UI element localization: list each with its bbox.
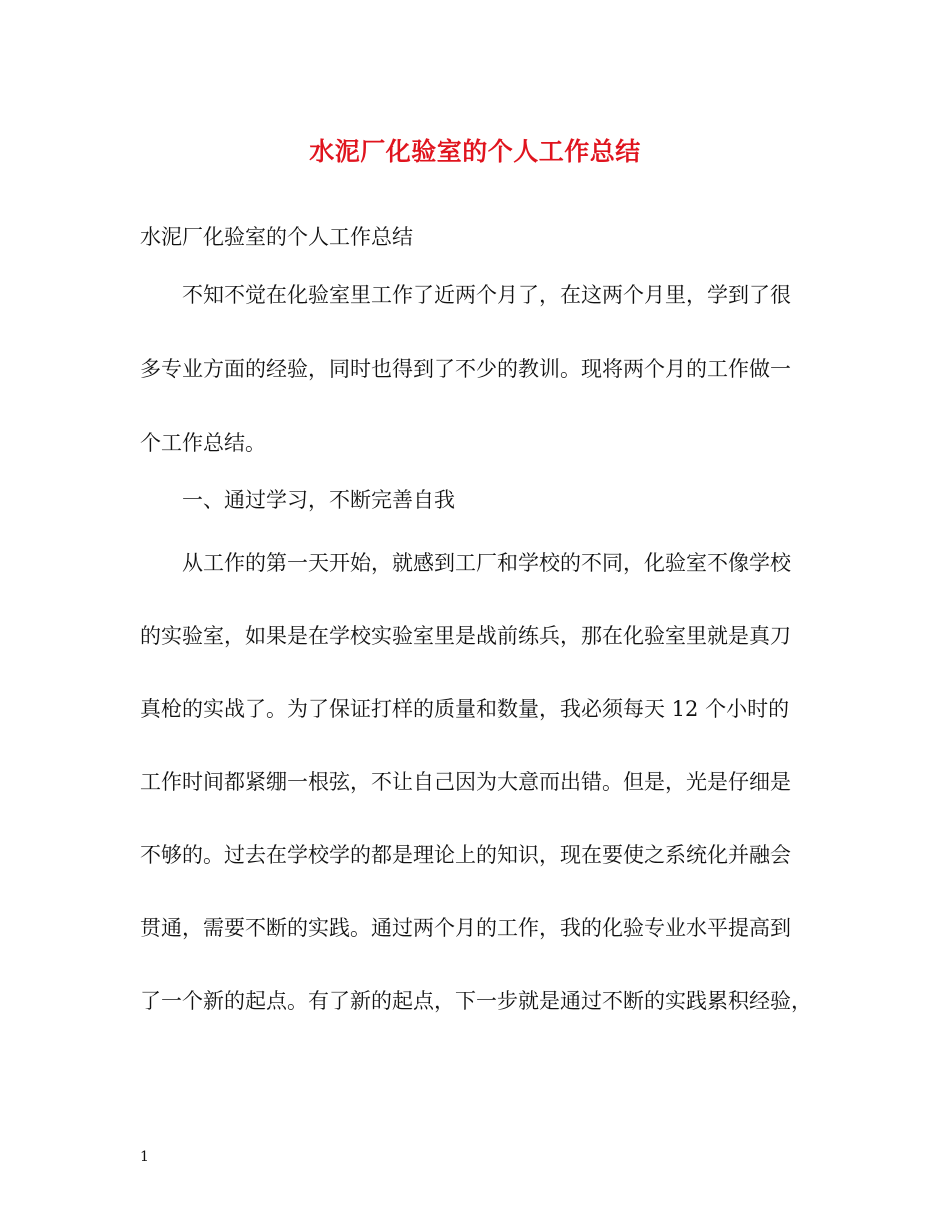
paragraph-line: 不知不觉在化验室里工作了近两个月了，在这两个月里，学到了很: [182, 283, 791, 307]
paragraph-line: 真枪的实战了。为了保证打样的质量和数量，我必须每天 12 个小时的: [140, 697, 790, 721]
paragraph-line: 贯通，需要不断的实践。通过两个月的工作，我的化验专业水平提高到: [140, 916, 791, 940]
page-number: 1: [140, 1149, 149, 1165]
subtitle-line: 水泥厂化验室的个人工作总结: [140, 225, 413, 249]
paragraph-line: 了一个新的起点。有了新的起点，下一步就是通过不断的实践累积经验，: [140, 989, 812, 1013]
paragraph-line: 的实验室，如果是在学校实验室里是战前练兵，那在化验室里就是真刀: [140, 624, 791, 648]
paragraph-line: 从工作的第一天开始，就感到工厂和学校的不同，化验室不像学校: [182, 551, 791, 575]
paragraph-line: 多专业方面的经验，同时也得到了不少的教训。现将两个月的工作做一: [140, 357, 791, 381]
paragraph-line: 工作时间都紧绷一根弦，不让自己因为大意而出错。但是，光是仔细是: [140, 770, 791, 794]
document-title: 水泥厂化验室的个人工作总结: [309, 137, 641, 166]
paragraph-line: 个工作总结。: [140, 431, 266, 455]
section-heading: 一、通过学习，不断完善自我: [182, 488, 455, 512]
paragraph-line: 不够的。过去在学校学的都是理论上的知识，现在要使之系统化并融会: [140, 843, 791, 867]
